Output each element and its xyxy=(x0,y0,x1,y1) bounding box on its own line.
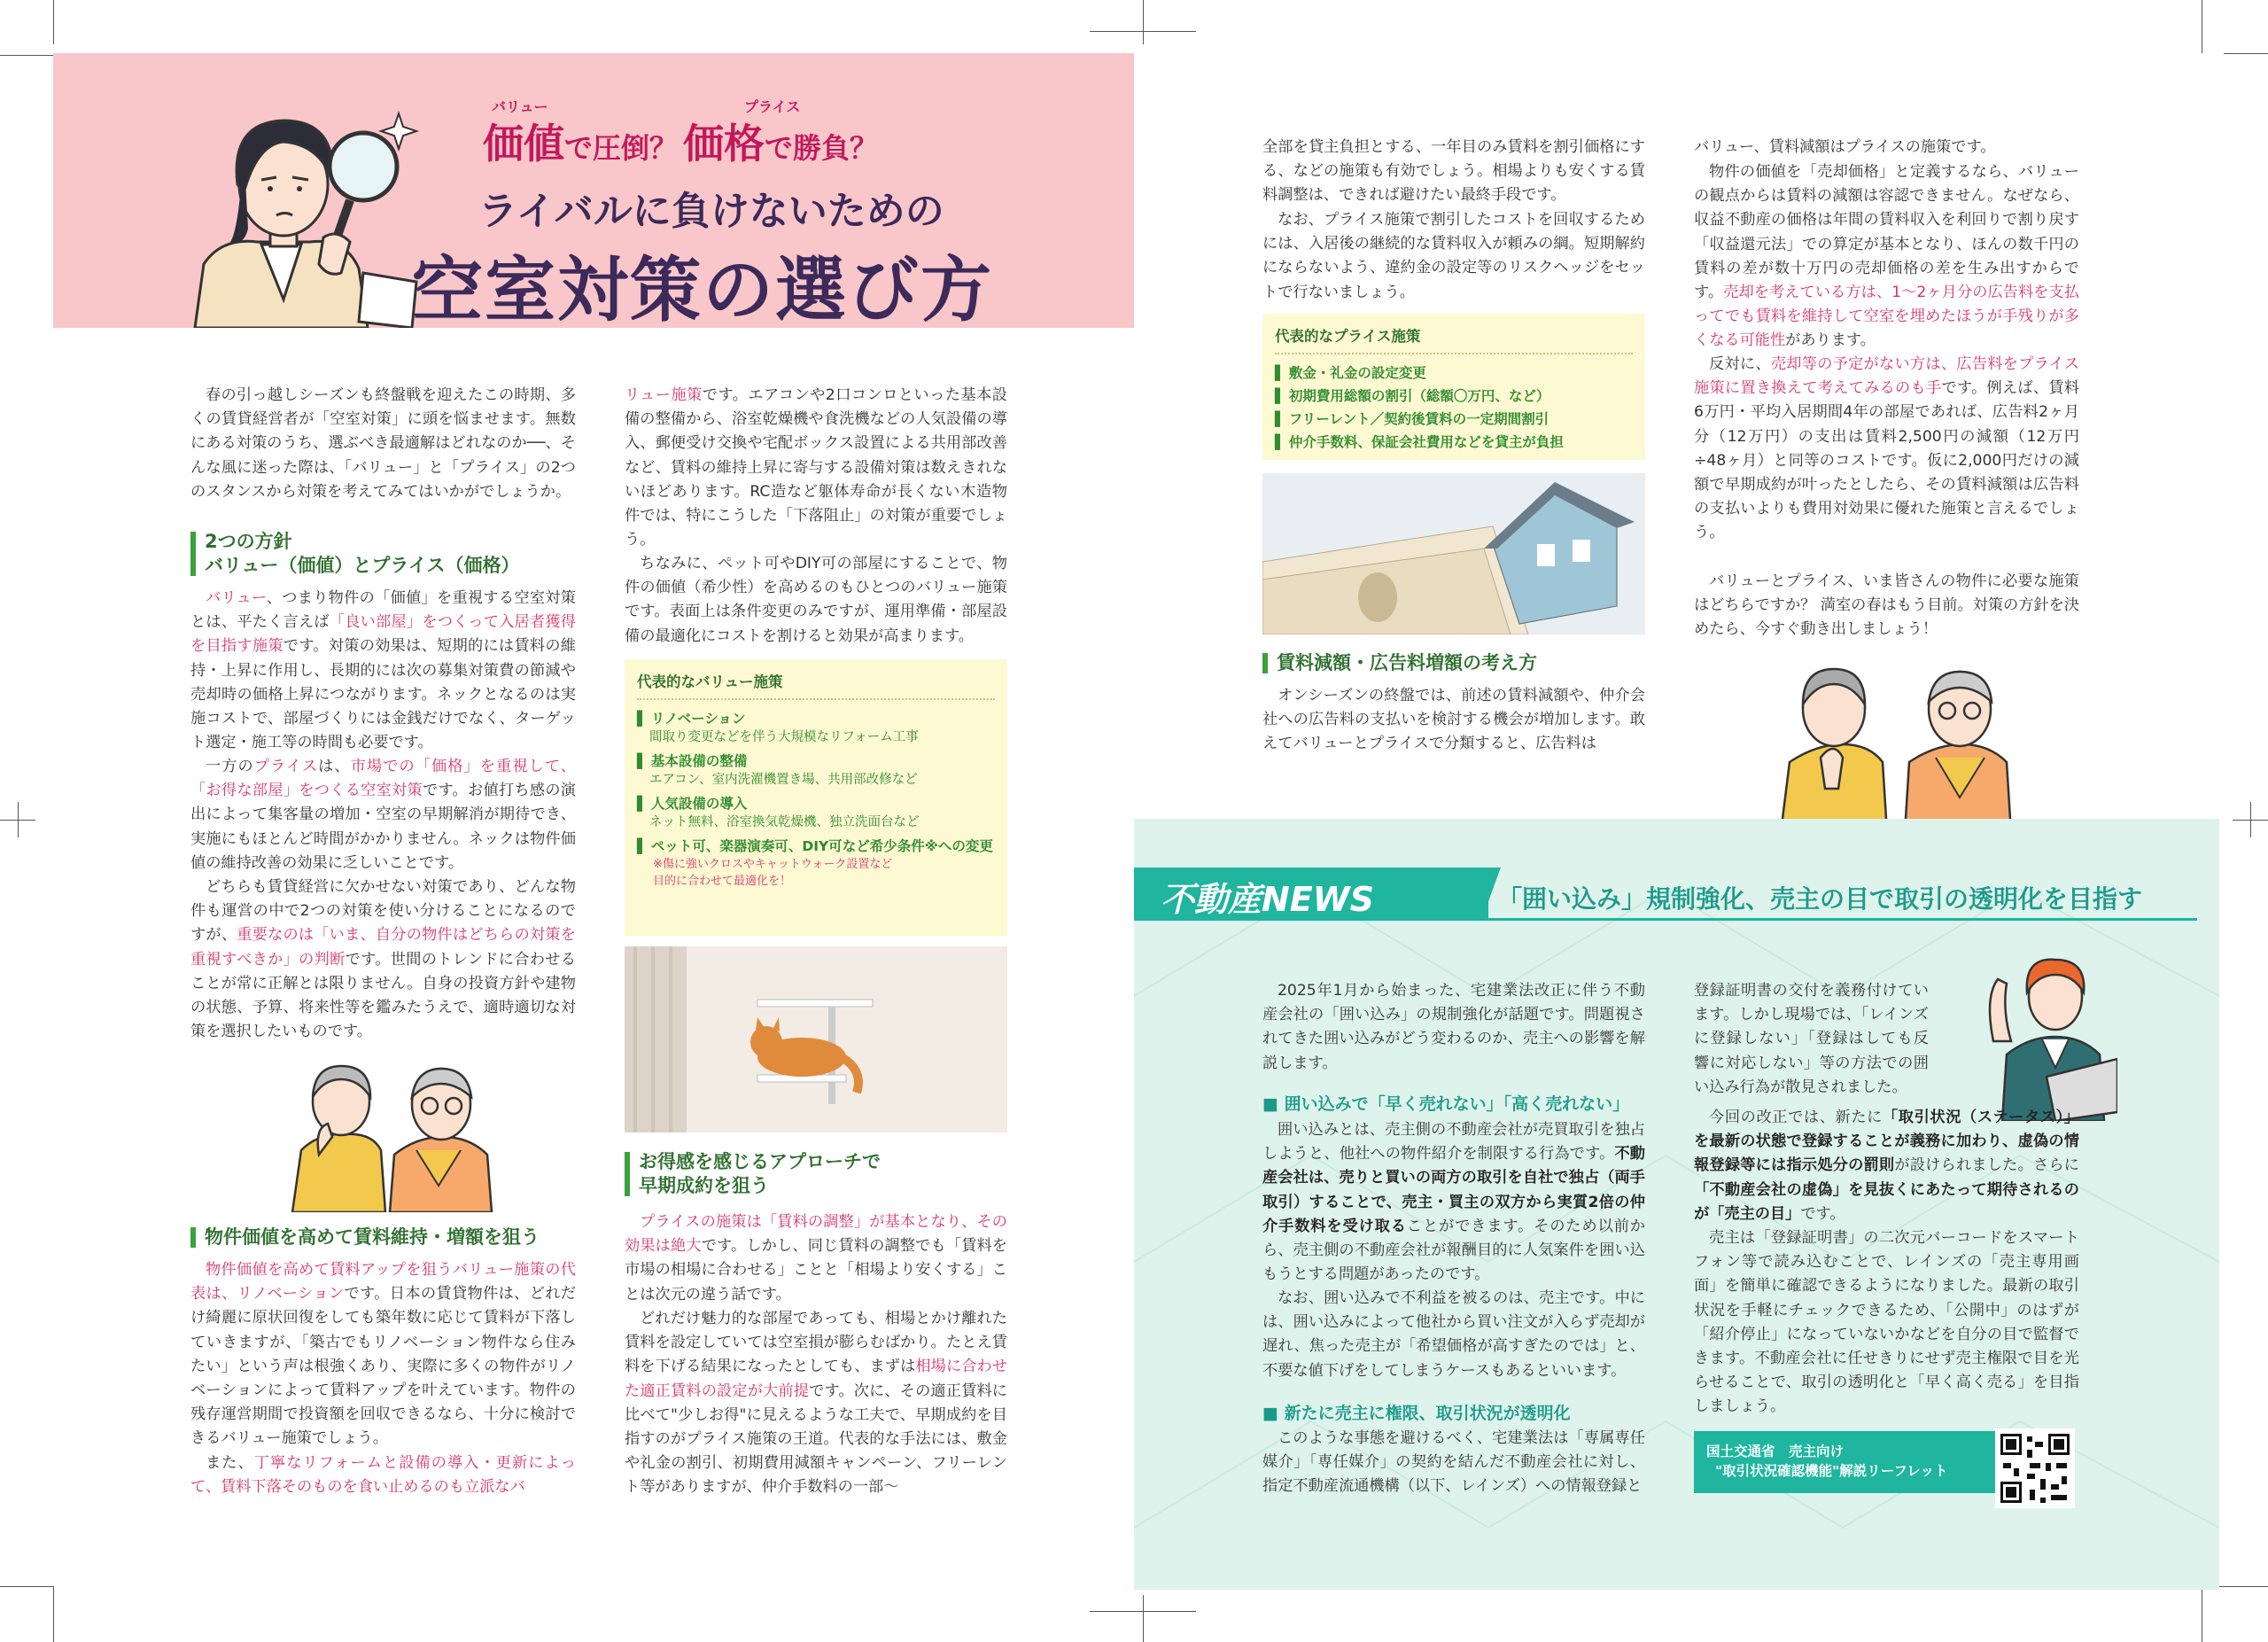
text-highlight: 売却等の予定がない方は、広告料をプライス施策に置き換えて考えてみるのも手 xyxy=(1694,355,2079,398)
text: は、 xyxy=(318,758,351,775)
cat-on-shelf-photo xyxy=(625,946,1007,1132)
intro-paragraph xyxy=(190,384,576,504)
text: です。次に、その適正賃料に比べて"少しお得"に見えるような工夫で、早期成約を目指すのがプライス施策の王道。代表的な手法には、敷金や礼金の割引、初期費用減額キャンペーン、フリーレント等がありますが、仲介手数料の一部〜 xyxy=(625,1381,1007,1497)
text: このような事態を避けるべく、宅建業法は「専属専任媒介」「専任媒介」の契約を結んだ不動産会社に対し、指定不動産流通機構（以下、レインズ）への情報登録と xyxy=(1262,1429,1645,1496)
title-price-suffix: で勝負？ xyxy=(765,131,879,165)
news-underline xyxy=(1488,918,2197,921)
text: ことができます。そのため以前から、売主側の不動産会社が報酬目的に人気案件を囲い込もうとする問題があったのです。 xyxy=(1262,1217,1645,1284)
price-measures-box xyxy=(1262,314,1645,460)
text-bold: 不動産会社は、売りと買いの両方の取引を自社で独占（両手取引）することで、売主・買主の双方から実質2倍の仲介手数料を受け取る xyxy=(1262,1145,1645,1235)
text-highlight: リュー施策 xyxy=(625,386,703,404)
news-heading-enclosure: ■ 囲い込みで「早く売れない」「高く売れない」 xyxy=(1262,1094,1630,1114)
text-highlight: 丁寧なリフォームと設備の導入・更新によって、賃料下落そのものを食い止めるのも立派なバ xyxy=(190,1454,576,1497)
price-measure-item: ▌ 敷金・礼金の設定変更 xyxy=(1275,363,1633,383)
value-measure-item: ▌ 人気設備の導入 xyxy=(637,794,995,813)
paragraph-classification xyxy=(1694,136,2079,160)
elderly-couple-happy-illustration xyxy=(1772,656,2020,833)
text-highlight: 相場に合わせた適正賃料の設定が大前提 xyxy=(625,1358,1007,1400)
heading-price-approach-line1: お得感を感じるアプローチで xyxy=(639,1151,881,1172)
title-value-word: 価値 xyxy=(483,120,564,167)
news-heading-transparency: ■ 新たに売主に権限、取引状況が透明化 xyxy=(1262,1404,1571,1423)
text: バリュー、賃料減額はプライスの施策です。 xyxy=(1694,138,1996,156)
text: 登録証明書の交付を義務付けています。しかし現場では、「レインズに登録しない」「登録はしても反響に対応しない」等の方法での囲い込み行為が散見されました。 xyxy=(1694,982,1929,1096)
crop-mark xyxy=(2250,802,2251,837)
text: 売主は「登録証明書」の二次元バーコードをスマートフォン等で読み込むことで、レインズの「売主専用画面」を簡単に確認できるようになりました。最新の取引状況を手軽にチェックできるため、「公開中」のはずが「紹介停止」になっていないかなどを自分の目で監督できます。不動産会社に任せきりにせず売主権限で目を光らせることで、取引の透明化と「早く高く売る」を目指しましょう。 xyxy=(1694,1229,2079,1416)
value-measure-item: ▌ リノベーション xyxy=(637,709,995,728)
paragraph-landlord-burden xyxy=(1262,136,1645,208)
news-paragraph-revision xyxy=(1694,1106,2079,1226)
crop-mark xyxy=(1143,1595,1144,1642)
text: 囲い込みとは、売主側の不動産会社が売買取引を独占しようと、他社への物件紹介を制限する行為です。 xyxy=(1262,1121,1645,1163)
paragraph-value-definition xyxy=(190,587,576,755)
text-highlight: 売却を考えている方は、1〜2ヶ月分の広告料を支払ってでも賃料を維持して空室を埋めたほうが手残りが多くなる可能性 xyxy=(1694,284,2080,350)
text-highlight: 物件価値を高めて賃料アップを狙うバリュー施策の代表は、リノベーション xyxy=(190,1261,576,1303)
news-paragraph-seller-loss xyxy=(1262,1287,1645,1383)
paragraph-conclusion xyxy=(1694,570,2079,642)
text-bold: 「不動産会社の虚偽」を見抜くにあたって期待されるのが「売主の目」 xyxy=(1694,1180,2079,1223)
paragraph-price-definition xyxy=(190,755,576,875)
heading-two-policies-line2: バリュー（価値）とプライス（価格） xyxy=(205,555,520,576)
money-and-house-photo xyxy=(1262,473,1645,634)
paragraph-sale-value xyxy=(1694,160,2079,354)
news-paragraph-seller-screen xyxy=(1694,1226,2079,1420)
text: です。 xyxy=(1800,1204,1845,1223)
text: どれだけ魅力的な部屋であっても、相場とかけ離れた賃料を設定していては空室損が膨らむばかり。たとえ賃料を下げる結果になったとしても、まずは xyxy=(625,1310,1007,1376)
ruby-price: プライス xyxy=(744,98,801,115)
value-measure-desc: 間取り変更などを伴う大規模なリフォーム工事 xyxy=(649,730,919,744)
value-measures-title: 代表的なバリュー施策 xyxy=(637,670,995,700)
heading-two-policies-line1: 2つの方針 xyxy=(205,531,292,552)
text: です。お値打ち感の演出によって集客量の増加・空室の早期解消が期待でき、実施にもほとんど時間がかかりません。ネックは物件価値の維持改善の効果に乏しいことです。 xyxy=(190,782,576,872)
paragraph-which-policy xyxy=(190,875,576,1044)
value-measure-item: ▌ 基本設備の整備 xyxy=(637,751,995,771)
text: です。しかし、同じ賃料の調整でも「賃料を市場の相場に合わせる」ことと「相場より安くする」ことは次元の違う話です。 xyxy=(625,1237,1007,1303)
text: また、 xyxy=(206,1454,254,1472)
text: 2025年1月から始まった、宅建業法改正に伴う不動産会社の「囲い込み」の規制強化が話題です。問題視されてきた囲い込みがどう変わるのか、売主への影響を解説します。 xyxy=(1262,982,1645,1072)
text: なお、プライス施策で割引したコストを回収するためには、入居後の継続的な賃料収入が頼みの綱。短期解約にならないよう、違約金の設定等のリスクヘッジをセットで行ないましょう。 xyxy=(1262,211,1645,301)
value-measure-note: 目的に合わせて最適化を！ xyxy=(653,875,792,888)
text: 一方の xyxy=(206,758,254,775)
woman-with-laptop-illustration xyxy=(1984,944,2117,1121)
text-value: バリュー xyxy=(206,589,267,607)
news-intro xyxy=(1262,979,1645,1076)
text: どちらも賃貸経営に欠かせない対策であり、どんな物件も運営の中で2つの対策を使い分けることになるのですが、 xyxy=(190,878,576,945)
header-banner xyxy=(53,53,1134,331)
value-measure-desc: ネット無料、浴室換気乾燥機、独立洗面台など xyxy=(649,815,920,829)
crop-mark xyxy=(1143,0,1144,44)
text: です。例えば、賃料6万円・平均入居期間4年の部屋であれば、広告料2ヶ月分（12万円）の支出は賃料2,500円の減額（12万円÷48ヶ月）と同等のコストです。仮に2,000円だけの減額で早期成約が叶ったとしたら、その賃料減額は広告料の支払いよりも費用対効果に優れた施策と言えるでしょう。 xyxy=(1694,379,2079,542)
news-paragraph-certificate xyxy=(1694,979,1929,1100)
paragraph-renovation xyxy=(190,1258,576,1451)
news-paragraph-enclosure xyxy=(1262,1118,1645,1287)
elderly-couple-thinking-illustration xyxy=(284,1053,496,1212)
price-measure-item: ▌ 初期費用総額の割引（総額〇万円、など） xyxy=(1275,386,1633,406)
text: 物件の価値を「売却価格」と定義するなら、バリューの観点からは賃料の減額は容認できません。なぜなら、収益不動産の価格は年間の賃料収入を利回りで割り戻す「収益還元法」での算定が基本となり、ほんの数千円の賃料の差が数十万円の売却価格の差を生み出すからです。 xyxy=(1694,163,2079,302)
news-label: 不動産NEWS xyxy=(1161,880,1375,919)
page-title: 空室対策の選び方 xyxy=(412,249,993,331)
reference-leaflet-link[interactable] xyxy=(1694,1431,2000,1493)
title-line-1 xyxy=(483,112,878,170)
value-measure-item: ▌ ペット可、楽器演奏可、DIY可など希少条件※への変更 xyxy=(637,837,995,856)
paragraph-equipment xyxy=(625,384,1007,552)
crop-mark xyxy=(0,1586,53,1587)
heading-rent-ad-fee: 賃料減額・広告料増額の考え方 xyxy=(1262,651,1645,675)
news-paragraph-law xyxy=(1262,1427,1645,1499)
text: です。対策の効果は、短期的には賃料の維持・上昇に作用し、長期的には次の募集対策費の節減や売却時の価格上昇につながります。ネックとなるのは実施コストで、部屋づくりには金銭だけでなく、ターゲット選定・施工等の時間も必要です。 xyxy=(190,637,576,752)
value-measures-box xyxy=(625,659,1007,936)
paragraph-reform xyxy=(190,1451,576,1499)
text: 今回の改正では、新たに xyxy=(1709,1109,1883,1126)
paragraph-risk-hedge xyxy=(1262,208,1645,305)
crop-mark xyxy=(18,802,19,837)
qr-code[interactable] xyxy=(1995,1428,2075,1508)
crop-mark xyxy=(2224,53,2268,54)
text: です。日本の賃貸物件は、どれだけ綺麗に原状回復をしても築年数に応じて賃料が下落していきますが、「築古でもリノベーション物件なら住みたい」という声は根強くあり、実際に多くの物件がリノベーションによって賃料アップを叶えています。物件の残存運営期間で投資額を回収できるなら、十分に検討できるバリュー施策でしょう。 xyxy=(190,1285,576,1448)
crop-mark xyxy=(53,1586,54,1642)
intro-text: 春の引っ越しシーズンも終盤戦を迎えたこの時期、多くの賃貸経営者が「空室対策」に頭を悩ませます。無数にある対策のうち、選ぶべき最適解はどれなのか──、そんな風に迷った際は、「バリュー」と「プライス」の2つのスタンスから対策を考えてみてはいかがでしょうか。 xyxy=(190,386,576,501)
text-highlight: 重要なのは「いま、自分の物件はどちらの対策を重視すべきか」の判断 xyxy=(190,926,576,969)
price-measure-item: ▌ 仲介手数料、保証会社費用などを貸主が負担 xyxy=(1275,432,1633,452)
text: 反対に、 xyxy=(1709,355,1771,373)
heading-two-policies xyxy=(190,530,576,578)
text: です。エアコンや2口コンロといった基本設備の整備から、浴室乾燥機や食洗機などの人気設備の導入、郵便受け交換や宅配ボックス設置による共用部改善など、賃料の維持上昇に寄与する設備対策は数えきれないほどあります。RC造など躯体寿命が長くない木造物件では、特にこうした「下落阻止」の対策が重要でしょう。 xyxy=(625,386,1007,549)
text: があります。 xyxy=(1785,331,1876,350)
paragraph-no-sale xyxy=(1694,353,2079,546)
paragraph-price-adjust xyxy=(625,1210,1007,1307)
text: 全部を貸主負担とする、一年目のみ賃料を割引価格にする、などの施策も有効でしょう。相場よりも安くする賃料調整は、できれば避けたい最終手段です。 xyxy=(1262,138,1645,205)
text: が設けられました。さらに xyxy=(1894,1156,2079,1175)
crop-mark xyxy=(0,55,53,56)
ruby-value: バリュー xyxy=(492,98,548,115)
reference-line2: "取引状況確認機能"解説リーフレット xyxy=(1715,1463,1948,1479)
heading-raise-value: 物件価値を高めて賃料維持・増額を狙う xyxy=(190,1226,576,1249)
price-measures-title: 代表的なプライス施策 xyxy=(1275,324,1633,354)
text-bold: 「取引状況（ステータス）」を最新の状態で登録することが義務に加わり、虚偽の情報登録等には指示処分の罰則 xyxy=(1694,1109,2079,1175)
news-title: 「囲い込み」規制強化、売主の目で取引の透明化を目指す xyxy=(1497,884,2143,914)
text: なお、囲い込みで不利益を被るのは、売主です。中には、囲い込みによって他社から買い注文が入らず売却が遅れ、焦った売主が「希望価格が高すぎたのでは」と、不要な値下げをしてしまうケースもあるといいます。 xyxy=(1262,1289,1645,1380)
crop-mark xyxy=(53,0,54,44)
woman-magnifier-illustration xyxy=(159,96,425,328)
text: 、つまり物件の「価値」を重視する空室対策とは、平たく言えば xyxy=(190,589,576,632)
text: オンシーズンの終盤では、前述の賃料減額や、仲介会社への広告料の支払いを検討する機会が増加します。敢えてバリューとプライスで分類すると、広告料は xyxy=(1262,687,1645,753)
paragraph-pet-diy xyxy=(625,552,1007,649)
text-price: プライス xyxy=(253,758,319,775)
title-value-suffix: で圧倒？ xyxy=(564,131,679,165)
paragraph-market-rent xyxy=(625,1307,1007,1500)
text-highlight: 市場での「価格」を重視して、「お得な部屋」をつくる空室対策 xyxy=(190,758,576,800)
title-price-word: 価格 xyxy=(683,120,765,167)
text: です。世間のトレンドに合わせることが常に正解とは限りません。自身の投資方針や建物の状態、予算、将来性等を鑑みたうえで、適時適切な対策を選択したいものです。 xyxy=(190,950,576,1041)
heading-price-approach xyxy=(625,1150,1007,1198)
heading-price-approach-line2: 早期成約を狙う xyxy=(639,1175,769,1196)
text: ちなみに、ペット可やDIY可の部屋にすることで、物件の価値（希少性）を高めるのもひとつのバリュー施策です。表面上は条件変更のみですが、運用準備・部屋設備の最適化にコストを割けると効果が高まります。 xyxy=(625,555,1007,645)
text: バリューとプライス、いま皆さんの物件に必要な施策はどちらですか？ 満室の春はもう目前。対策の方針を決めたら、今すぐ動き出しましょう！ xyxy=(1694,572,2079,639)
crop-mark xyxy=(1090,31,1196,32)
reference-line1: 国土交通省 売主向け xyxy=(1706,1444,1845,1459)
text-highlight: 「良い部屋」をつくって入居者獲得を目指す施策 xyxy=(190,613,576,656)
value-measure-desc: エアコン、室内洗濯機置き場、共用部改修など xyxy=(649,773,918,787)
paragraph-onseason xyxy=(1262,684,1645,757)
price-measure-item: ▌ フリーレント／契約後賃料の一定期間割引 xyxy=(1275,409,1633,429)
value-measure-note: ※傷に強いクロスやキャットウォーク設置など xyxy=(653,858,893,871)
title-line-2: ライバルに負けないための xyxy=(478,189,944,234)
text-highlight: プライスの施策は「賃料の調整」が基本となり、その効果は絶大 xyxy=(625,1213,1007,1256)
